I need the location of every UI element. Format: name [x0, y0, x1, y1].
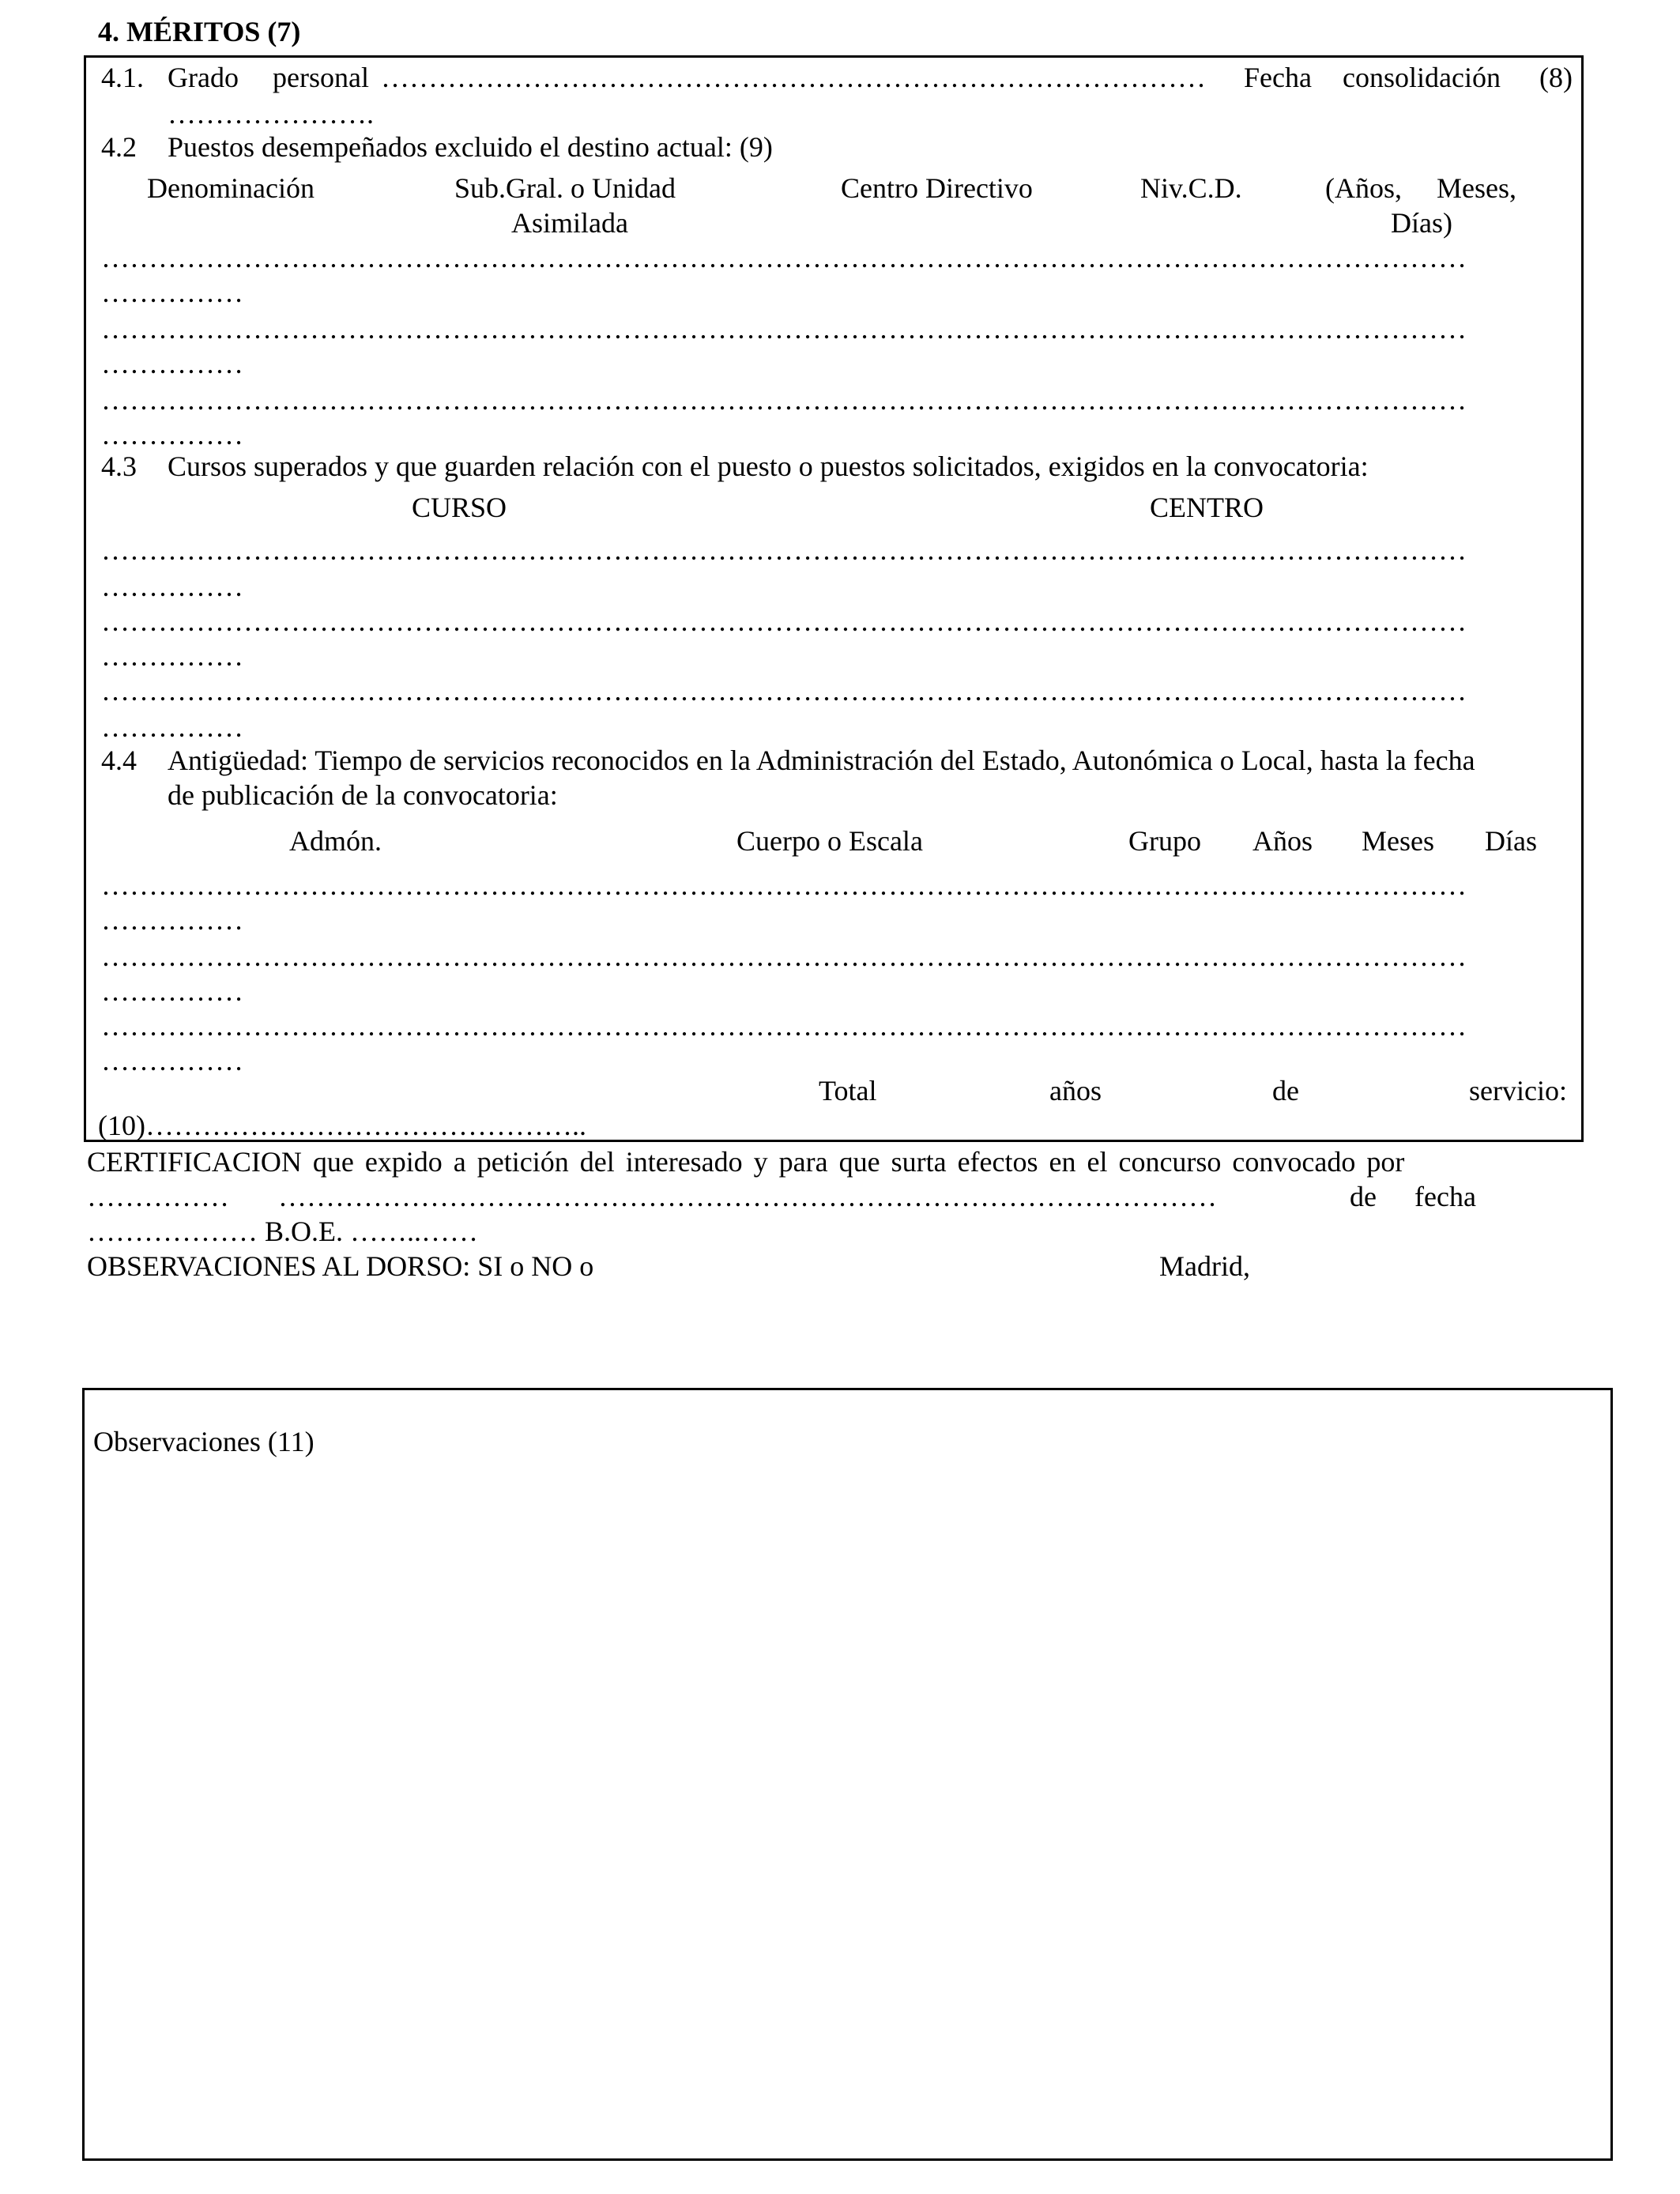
certificacion-line1	[87, 1144, 1481, 1179]
s42-row2-field[interactable]: ………………………………………………………………………………………………………………………………	[101, 313, 1467, 345]
s43-row3-field-cont[interactable]: ……………	[101, 711, 243, 743]
total-word: Total	[819, 1075, 877, 1106]
s41-fecha: Fecha	[1244, 62, 1312, 93]
s41-grado-field[interactable]: ……………………………………………………………………………	[381, 62, 1206, 93]
certificacion-de: de	[1350, 1181, 1377, 1212]
s43-label: Cursos superados y que guarden relación con el puesto o puestos solicitados, exigidos en la convocatoria:	[168, 450, 1369, 482]
s44-number: 4.4	[101, 745, 137, 776]
s41-ref: (8)	[1539, 62, 1573, 93]
s42-row3-field[interactable]: ………………………………………………………………………………………………………………………………	[101, 384, 1467, 416]
s44-row2-field-cont[interactable]: ……………	[101, 975, 243, 1007]
section-title: 4. MÉRITOS (7)	[98, 16, 301, 47]
s44-label-2: de publicación de la convocatoria:	[168, 779, 558, 811]
s41-number: 4.1.	[101, 62, 144, 93]
s42-col-dias: Días)	[1391, 207, 1452, 239]
certificacion-fecha: fecha	[1414, 1181, 1476, 1212]
s44-col-admon: Admón.	[289, 825, 382, 857]
observaciones-label: Observaciones (11)	[93, 1426, 315, 1457]
s42-row1-field-cont[interactable]: ……………	[101, 277, 243, 308]
s42-col-meses: Meses,	[1437, 172, 1516, 204]
s42-col-denominacion: Denominación	[147, 172, 315, 204]
s43-col-curso: CURSO	[412, 492, 507, 523]
s44-row2-field[interactable]: ………………………………………………………………………………………………………………………………	[101, 941, 1467, 972]
s43-row2-field[interactable]: ………………………………………………………………………………………………………………………………	[101, 605, 1467, 637]
s43-row2-field-cont[interactable]: ……………	[101, 640, 243, 672]
certificacion-field-b[interactable]: ………………………………………………………………………………………	[278, 1181, 1217, 1212]
s44-row3-field-cont[interactable]: ……………	[101, 1045, 243, 1076]
meritos-box	[84, 55, 1584, 1142]
total-field[interactable]: (10)………………………………………..	[98, 1110, 586, 1141]
s41-fecha-field[interactable]: ………………….	[168, 98, 374, 130]
s43-row1-field-cont[interactable]: ……………	[101, 571, 243, 602]
s44-col-grupo: Grupo	[1128, 825, 1201, 857]
s42-col-niv: Niv.C.D.	[1140, 172, 1242, 204]
certificacion-boe-field[interactable]: ……………… B.O.E. ……..……	[87, 1216, 478, 1247]
s44-row1-field[interactable]: ………………………………………………………………………………………………………………………………	[101, 869, 1467, 901]
s44-row3-field[interactable]: ………………………………………………………………………………………………………………………………	[101, 1010, 1467, 1042]
observaciones-box[interactable]	[82, 1388, 1613, 2161]
s42-col-centro: Centro Directivo	[841, 172, 1033, 204]
s44-col-cuerpo: Cuerpo o Escala	[736, 825, 923, 857]
certificacion-field-a[interactable]: ……………	[87, 1181, 229, 1212]
s42-row1-field[interactable]: ………………………………………………………………………………………………………………………………	[101, 242, 1467, 273]
certificacion-text: CERTIFICACION que expido a petición del interesado y para que surta efectos en el concurso convocado por	[87, 1146, 1405, 1178]
s44-row1-field-cont[interactable]: ……………	[101, 904, 243, 936]
s42-col-asimilada: Asimilada	[511, 207, 628, 239]
s43-number: 4.3	[101, 450, 137, 482]
s42-number: 4.2	[101, 131, 137, 163]
s44-col-meses: Meses	[1362, 825, 1434, 857]
s42-col-anos: (Años,	[1325, 172, 1402, 204]
s41-label-personal: personal	[273, 62, 369, 93]
s43-col-centro: CENTRO	[1150, 492, 1264, 523]
s42-label: Puestos desempeñados excluido el destino actual: (9)	[168, 131, 773, 163]
s42-col-subgral: Sub.Gral. o Unidad	[454, 172, 676, 204]
observaciones-dorso: OBSERVACIONES AL DORSO: SI o NO o	[87, 1250, 594, 1282]
s44-label-1: Antigüedad: Tiempo de servicios reconocidos en la Administración del Estado, Autonómica o Local, hasta la fecha	[168, 745, 1475, 776]
s44-col-anos: Años	[1252, 825, 1313, 857]
total-anos: años	[1049, 1075, 1102, 1106]
total-de: de	[1272, 1075, 1299, 1106]
s42-row3-field-cont[interactable]: ……………	[101, 419, 243, 450]
s44-col-dias: Días	[1485, 825, 1537, 857]
s43-row1-field[interactable]: ………………………………………………………………………………………………………………………………	[101, 534, 1467, 566]
s42-row2-field-cont[interactable]: ……………	[101, 348, 243, 379]
s43-row3-field[interactable]: ………………………………………………………………………………………………………………………………	[101, 675, 1467, 707]
s41-label-grado: Grado	[168, 62, 239, 93]
s41-consolidacion: consolidación	[1343, 62, 1501, 93]
madrid-label: Madrid,	[1159, 1250, 1250, 1282]
total-servicio: servicio:	[1469, 1075, 1567, 1106]
